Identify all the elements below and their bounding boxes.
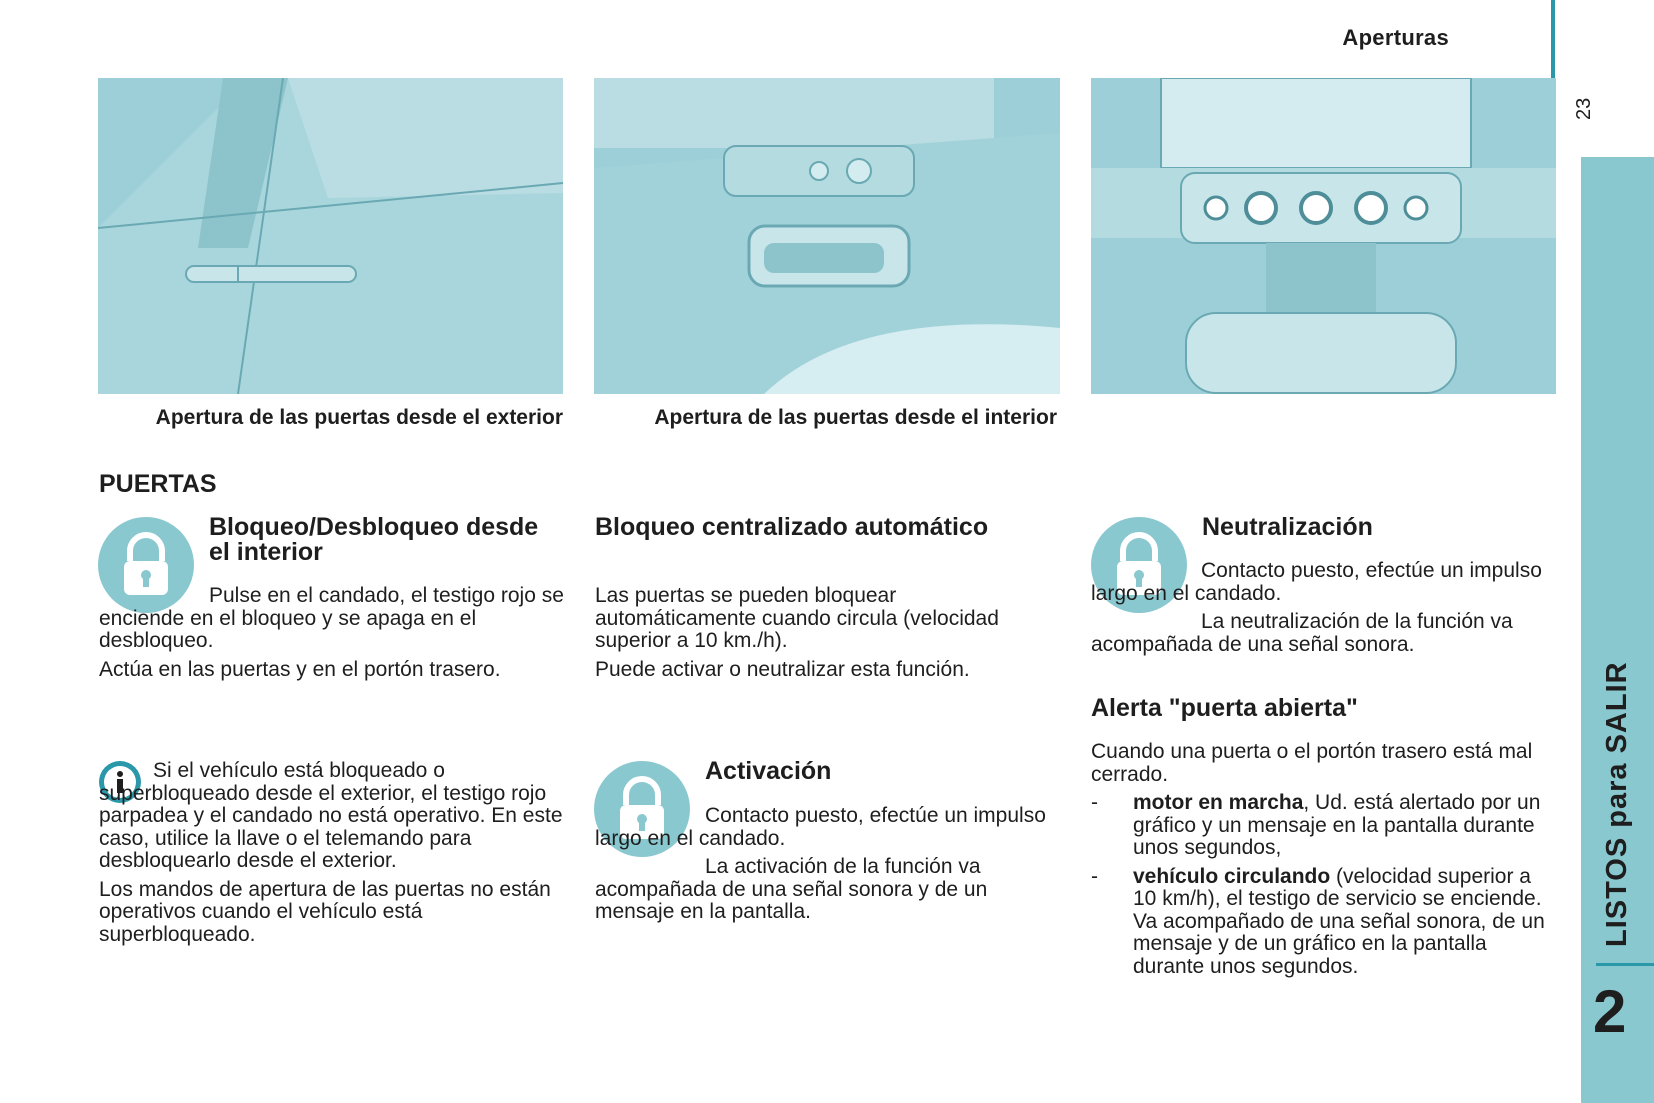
- chapter-side-tab: [1581, 157, 1654, 1103]
- info-note-paragraph-1: Si el vehículo está bloqueado o superbloqueado desde el exterior, el testigo rojo parpadea y el candado no está operativo. En este caso, utilice la llave o el telemando para desbloquearlo desde el exterior.: [99, 759, 563, 872]
- alerta-paragraph: Cuando una puerta o el portón trasero está mal cerrado.: [1091, 740, 1533, 786]
- col1-body: [99, 585, 564, 681]
- caption-exterior: Apertura de las puertas desde el exterior: [155, 406, 563, 429]
- chapter-title: LISTOS para SALIR: [1601, 661, 1633, 947]
- activacion-paragraph-2: La activación de la función va acompañada de una señal sonora y de un mensaje en la pantalla.: [595, 855, 988, 923]
- door-exterior-illustration: [98, 78, 563, 394]
- heading-activacion: Activación: [705, 757, 832, 785]
- activacion-body: [595, 805, 1060, 924]
- list-item-bold: vehículo circulando: [1133, 864, 1331, 888]
- info-note: [99, 760, 569, 946]
- heading-neutralizacion: Neutralización: [1202, 513, 1373, 541]
- chapter-divider: [1596, 963, 1654, 966]
- heading-bloqueo-automatico: Bloqueo centralizado automático: [595, 513, 989, 541]
- heading-alerta-puerta: Alerta "puerta abierta": [1091, 694, 1358, 722]
- chapter-number: 2: [1593, 978, 1627, 1045]
- col1-paragraph-1: Pulse en el candado, el testigo rojo se enciende en el bloqueo y se apaga en el desbloqueo.: [99, 584, 564, 652]
- ceiling-console-illustration: [1091, 78, 1556, 394]
- list-item-text: (velocidad superior a 10 km/h), el testigo de servicio se enciende. Va acompañado de una señal sonora, de un mensaje y de un gráfico en la pantalla durante unos segundos.: [1133, 864, 1545, 978]
- heading-bloqueo-interior: Bloqueo/Desbloqueo desde el interior: [209, 513, 539, 566]
- neutralizacion-paragraph-1: Contacto puesto, efectúe un impulso largo en el candado.: [1091, 559, 1542, 605]
- alerta-list-item: [1091, 866, 1556, 979]
- alerta-body: [1091, 741, 1556, 978]
- col2-paragraph-2: Puede activar o neutralizar esta función.: [595, 657, 970, 681]
- list-item-text: , Ud. está alertado por un gráfico y un mensaje en la pantalla durante unos segundos,: [1133, 791, 1541, 859]
- neutralizacion-body: [1091, 560, 1556, 656]
- page-header-title: Aperturas: [1342, 25, 1449, 50]
- col2-body: [595, 585, 1060, 681]
- list-dash: -: [1091, 791, 1098, 814]
- section-title: PUERTAS: [99, 470, 217, 498]
- header-accent-bar: [1551, 0, 1555, 80]
- page-number: 23: [1573, 97, 1595, 120]
- info-note-paragraph-2: Los mandos de apertura de las puertas no están operativos cuando el vehículo está superbloqueado.: [99, 877, 551, 946]
- neutralizacion-paragraph-2: La neutralización de la función va acompañada de una señal sonora.: [1091, 610, 1513, 656]
- list-item-bold: motor en marcha: [1133, 791, 1304, 814]
- col1-paragraph-2: Actúa en las puertas y en el portón trasero.: [99, 657, 501, 681]
- activacion-paragraph-1: Contacto puesto, efectúe un impulso largo en el candado.: [595, 804, 1046, 850]
- door-interior-illustration: [594, 78, 1060, 394]
- alerta-list-item: [1091, 792, 1556, 860]
- caption-interior: Apertura de las puertas desde el interior: [654, 406, 1057, 429]
- col2-paragraph-1: Las puertas se pueden bloquear automáticamente cuando circula (velocidad superior a 10 km./h).: [595, 584, 999, 652]
- list-dash: -: [1091, 864, 1098, 888]
